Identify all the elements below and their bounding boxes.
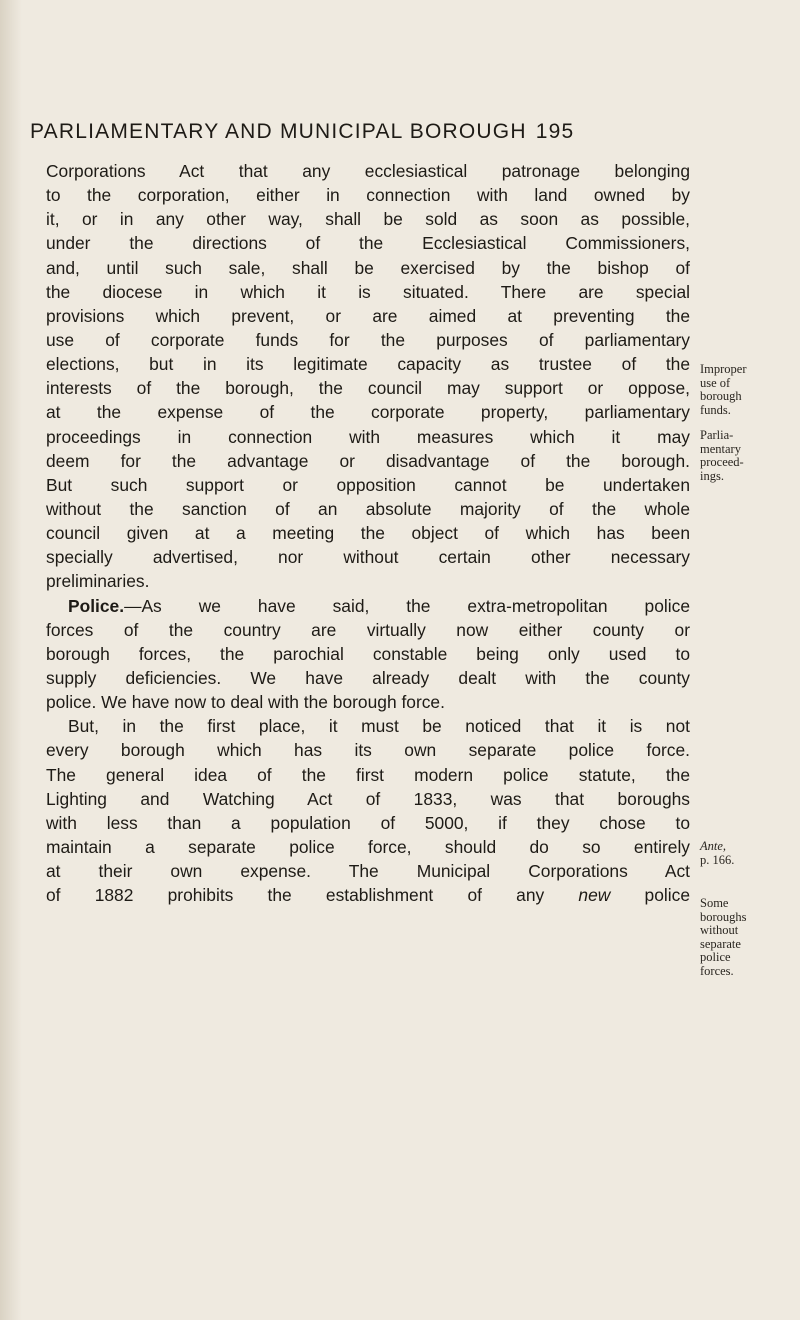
text-line: But such support or opposition cannot be undertaken xyxy=(46,474,690,495)
text-line: forces of the country are virtually now either county or xyxy=(46,619,690,640)
text-line: Corporations Act that any ecclesiastical patronage belonging xyxy=(46,161,690,181)
text-line: council given at a meeting the object of which has been xyxy=(46,523,690,544)
margin-note-line: ings. xyxy=(700,468,724,483)
text-line: preliminaries. xyxy=(46,571,150,592)
margin-note-parliamentary xyxy=(700,429,796,483)
police-heading: Police. xyxy=(68,595,125,616)
margin-note-line: Ante, xyxy=(700,839,727,853)
text-line: interests of the borough, the council may support or oppose, xyxy=(46,378,690,399)
text-line: and, until such sale, shall be exercised by the bishop of xyxy=(46,257,690,278)
margin-note-line: boroughs xyxy=(700,909,747,924)
text-fragment: —As we have said, the extra-metropolitan police xyxy=(124,595,690,616)
running-head xyxy=(30,120,770,144)
emphasis-new: new xyxy=(578,885,611,906)
police-paragraph-first-line xyxy=(46,594,690,618)
text-line: under the directions of the Ecclesiastical Commissioners, xyxy=(46,233,690,254)
text-line: police. We have now to deal with the borough force. xyxy=(46,692,445,713)
text-line: the diocese in which it is situated. There are special xyxy=(46,281,690,302)
text-line: The general idea of the first modern police statute, the xyxy=(46,764,690,785)
text-line: maintain a separate police force, should do so entirely xyxy=(46,836,690,857)
text-line: proceedings in connection with measures which it may xyxy=(46,426,690,447)
text-fragment: police xyxy=(644,885,690,906)
margin-note-line: p. 166. xyxy=(700,852,735,867)
text-line: without the sanction of an absolute majority of the whole xyxy=(46,498,690,519)
text-line: it, or in any other way, shall be sold as soon as possible, xyxy=(46,209,690,230)
text-line: at their own expense. The Municipal Corporations Act xyxy=(46,861,690,882)
text-line: specially advertised, nor without certain other necessary xyxy=(46,547,690,568)
text-line: Lighting and Watching Act of 1833, was that boroughs xyxy=(46,788,690,809)
margin-note-improper-use xyxy=(700,363,796,417)
margin-note-line: funds. xyxy=(700,402,731,417)
body-text xyxy=(46,159,690,907)
text-line: at the expense of the corporate property, parliamentary xyxy=(46,402,690,423)
margin-note-line: proceed- xyxy=(700,455,744,469)
margin-note-line: without xyxy=(700,923,739,937)
margin-note-line: separate xyxy=(700,936,741,951)
margin-note-ante xyxy=(700,840,796,867)
text-line: to the corporation, either in connection with land owned by xyxy=(46,185,690,206)
margin-note-line: Parlia- xyxy=(700,428,734,442)
page-number: 195 xyxy=(535,120,575,143)
margin-note-line: borough xyxy=(700,389,742,403)
running-head-title: PARLIAMENTARY AND MUNICIPAL BOROUGH xyxy=(30,120,527,143)
text-line: elections, but in its legitimate capacity as trustee of the xyxy=(46,354,690,375)
text-line: supply deficiencies. We have already dealt with the county xyxy=(46,667,690,688)
text-line: provisions which prevent, or are aimed at preventing the xyxy=(46,305,690,326)
text-line: use of corporate funds for the purposes of parliamentary xyxy=(46,329,690,350)
margin-note-line: forces. xyxy=(700,963,734,978)
margin-note-line: mentary xyxy=(700,441,741,456)
gutter-shadow xyxy=(0,0,22,1320)
text-line: But, in the first place, it must be noticed that it is not xyxy=(68,716,690,737)
margin-note-line: police xyxy=(700,950,731,964)
text-line: every borough which has its own separate police force. xyxy=(46,740,690,761)
margin-note-some-boroughs xyxy=(700,897,796,978)
text-line: borough forces, the parochial constable being only used to xyxy=(46,643,690,664)
margin-note-line: use of xyxy=(700,375,731,390)
margin-note-line: Improper xyxy=(700,362,747,376)
text-line: deem for the advantage or disadvantage of the borough. xyxy=(46,450,690,471)
final-text-line xyxy=(46,883,690,907)
margin-note-line: Some xyxy=(700,896,729,910)
text-fragment: of 1882 prohibits the establishment of any xyxy=(46,885,545,906)
text-line: with less than a population of 5000, if they chose to xyxy=(46,812,690,833)
